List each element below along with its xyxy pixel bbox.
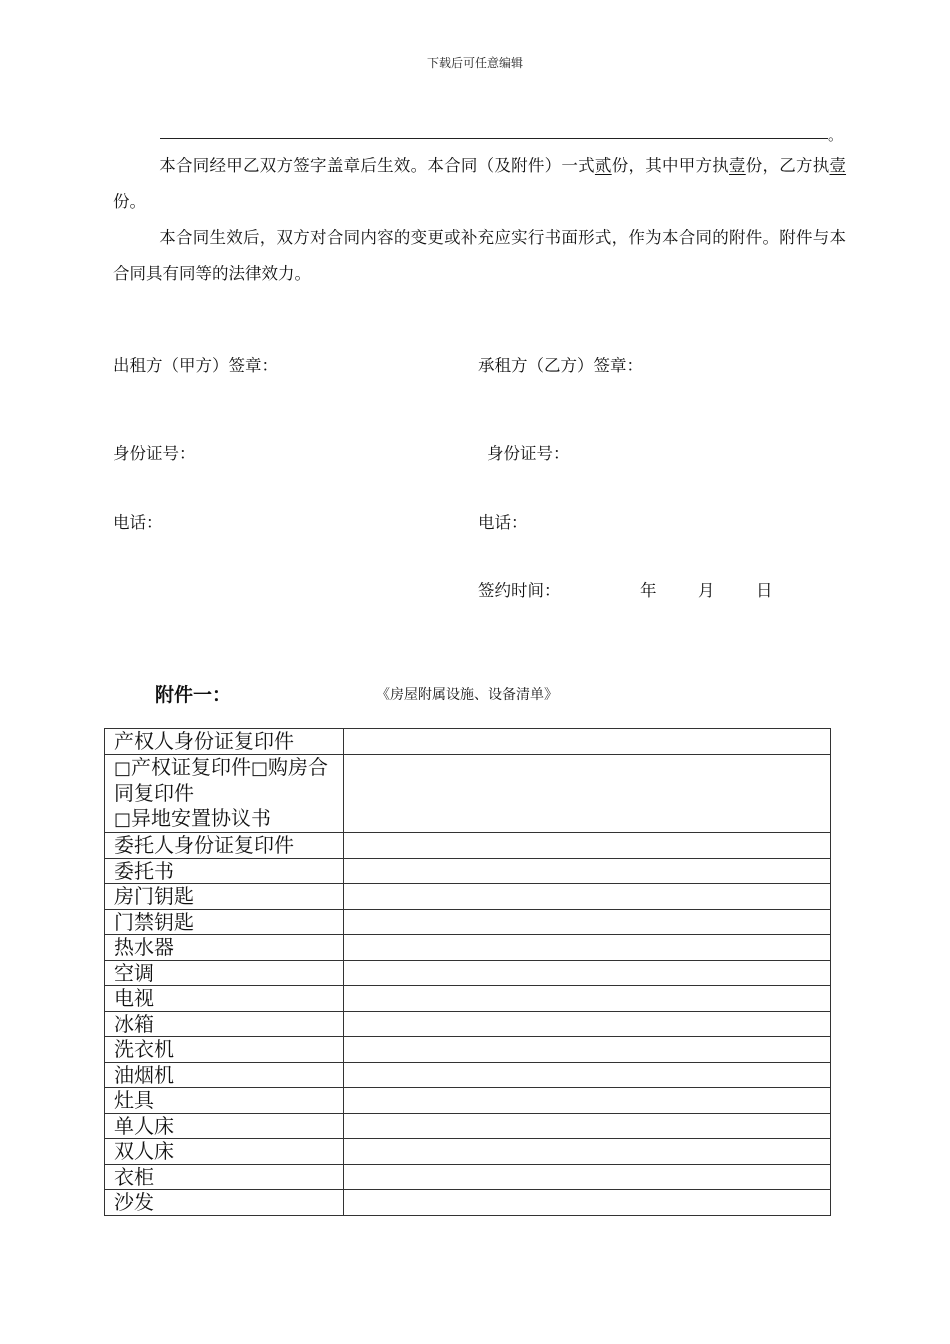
table-row bbox=[105, 935, 831, 961]
item-name: 产权人身份证复印件 bbox=[105, 729, 344, 755]
option-label: 购房合同复印件 bbox=[114, 754, 329, 805]
checkbox-icon[interactable]: □ bbox=[114, 808, 132, 830]
table-row bbox=[105, 1139, 831, 1165]
item-detail-cell[interactable] bbox=[344, 1011, 831, 1037]
item-name: 热水器 bbox=[105, 935, 344, 961]
ownership-documents-cell bbox=[105, 754, 344, 833]
table-row bbox=[105, 833, 831, 859]
item-detail-cell[interactable] bbox=[344, 1190, 831, 1216]
date-day-label: 日 bbox=[756, 581, 773, 600]
option-label: 异地安置协议书 bbox=[131, 805, 272, 830]
table-row bbox=[105, 986, 831, 1012]
item-name: 沙发 bbox=[105, 1190, 344, 1216]
item-name: 双人床 bbox=[105, 1139, 344, 1165]
table-row bbox=[105, 1062, 831, 1088]
option-label: 产权证复印件 bbox=[131, 754, 252, 779]
table-row bbox=[105, 1037, 831, 1063]
blank-line-period: 。 bbox=[828, 126, 844, 144]
attachment-title: 附件一： bbox=[155, 684, 232, 706]
clause-effectiveness bbox=[113, 148, 846, 220]
page-header: 下载后可任意编辑 bbox=[426, 56, 523, 70]
item-detail-cell[interactable] bbox=[344, 884, 831, 910]
date-month-label: 月 bbox=[698, 581, 715, 600]
item-name: 单人床 bbox=[105, 1113, 344, 1139]
item-detail-cell[interactable] bbox=[344, 986, 831, 1012]
table-row bbox=[105, 858, 831, 884]
checkbox-icon[interactable]: □ bbox=[251, 757, 269, 779]
clause-text: 份，乙方执 bbox=[745, 156, 830, 175]
date-year-label: 年 bbox=[640, 581, 657, 600]
item-detail-cell[interactable] bbox=[344, 858, 831, 884]
table-row bbox=[105, 1011, 831, 1037]
facilities-table bbox=[104, 728, 831, 1216]
item-detail-cell[interactable] bbox=[344, 1113, 831, 1139]
item-detail-cell[interactable] bbox=[344, 1164, 831, 1190]
lessee-seal-label: 承租方（乙方）签章： bbox=[478, 356, 643, 375]
lessee-phone-label: 电话： bbox=[478, 513, 528, 532]
lessor-seal-label: 出租方（甲方）签章： bbox=[113, 356, 278, 375]
item-name: 委托书 bbox=[105, 858, 344, 884]
lessor-id-label: 身份证号： bbox=[113, 444, 196, 463]
item-name: 委托人身份证复印件 bbox=[105, 833, 344, 859]
item-name: 冰箱 bbox=[105, 1011, 344, 1037]
table-row bbox=[105, 1113, 831, 1139]
item-detail-cell[interactable] bbox=[344, 935, 831, 961]
item-detail-cell[interactable] bbox=[344, 1062, 831, 1088]
table-row bbox=[105, 729, 831, 755]
table-row bbox=[105, 884, 831, 910]
party-a-copies: 壹 bbox=[728, 156, 746, 175]
item-detail-cell[interactable] bbox=[344, 833, 831, 859]
item-detail-cell[interactable] bbox=[344, 1037, 831, 1063]
attachment-subtitle: 《房屋附属设施、设备清单》 bbox=[376, 687, 558, 703]
item-name: 衣柜 bbox=[105, 1164, 344, 1190]
checkbox-icon[interactable]: □ bbox=[114, 757, 132, 779]
item-detail-cell[interactable] bbox=[344, 909, 831, 935]
table-row bbox=[105, 1088, 831, 1114]
lessee-id-label: 身份证号： bbox=[487, 444, 570, 463]
clause-text: 份，其中甲方执 bbox=[611, 156, 729, 175]
table-row bbox=[105, 909, 831, 935]
clause-text: 本合同经甲乙双方签字盖章后生效。本合同（及附件）一式 bbox=[159, 156, 595, 175]
item-name: 空调 bbox=[105, 960, 344, 986]
item-name: 门禁钥匙 bbox=[105, 909, 344, 935]
clause-amendments bbox=[113, 220, 846, 292]
clause-text: 份。 bbox=[113, 192, 146, 211]
item-name: 油烟机 bbox=[105, 1062, 344, 1088]
party-b-copies: 壹 bbox=[829, 156, 847, 175]
item-name: 电视 bbox=[105, 986, 344, 1012]
table-row bbox=[105, 1190, 831, 1216]
total-copies: 贰 bbox=[594, 156, 612, 175]
table-row bbox=[105, 754, 831, 833]
item-detail-cell[interactable] bbox=[344, 1139, 831, 1165]
item-name: 灶具 bbox=[105, 1088, 344, 1114]
item-detail-cell[interactable] bbox=[344, 960, 831, 986]
item-detail-cell[interactable] bbox=[344, 729, 831, 755]
item-detail-cell[interactable] bbox=[344, 754, 831, 833]
item-name: 洗衣机 bbox=[105, 1037, 344, 1063]
item-name: 房门钥匙 bbox=[105, 884, 344, 910]
clause-text: 本合同生效后，双方对合同内容的变更或补充应实行书面形式，作为本合同的附件。附件与本合同具有同等的法律效力。 bbox=[113, 228, 846, 283]
sign-date-label: 签约时间： bbox=[478, 581, 561, 600]
lessor-phone-label: 电话： bbox=[113, 513, 163, 532]
fill-in-blank-line bbox=[160, 138, 828, 139]
item-detail-cell[interactable] bbox=[344, 1088, 831, 1114]
table-row bbox=[105, 960, 831, 986]
table-row bbox=[105, 1164, 831, 1190]
